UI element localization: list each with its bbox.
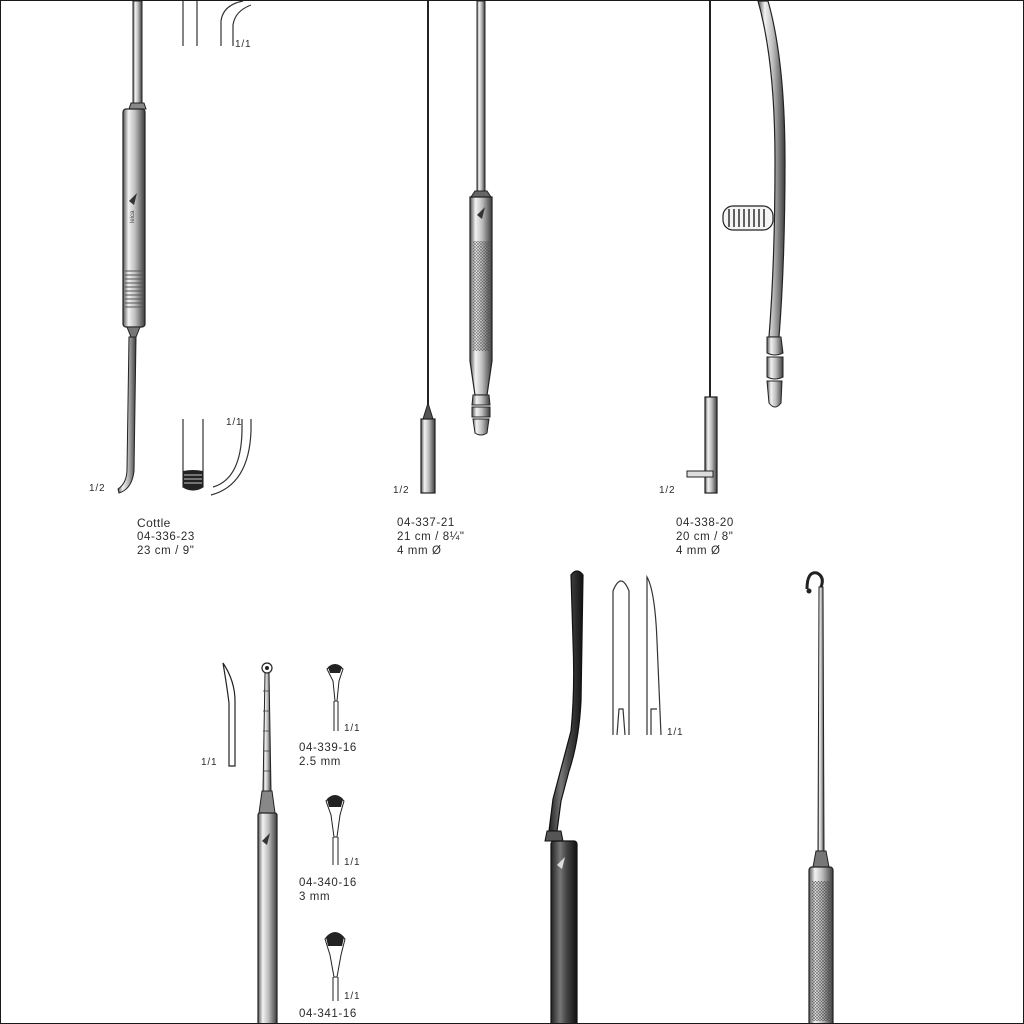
product-code: 04-338-20 bbox=[676, 517, 734, 529]
product-label-04-341-16 bbox=[299, 1007, 357, 1021]
tip-detail-04-340-16 bbox=[326, 795, 344, 865]
product-size: 23 cm / 9" bbox=[137, 545, 195, 557]
instrument-04-337-21 bbox=[421, 1, 492, 493]
product-code: 04-339-16 bbox=[299, 742, 357, 754]
product-diameter: 4 mm Ø bbox=[676, 545, 721, 557]
product-size: 20 cm / 8" bbox=[676, 531, 734, 543]
product-size: 3 mm bbox=[299, 891, 331, 903]
scale-label-instrument-1: 1/2 bbox=[89, 483, 106, 494]
scale-label-instrument-2: 1/2 bbox=[393, 485, 410, 496]
scale-label-spatula-detail: 1/1 bbox=[667, 727, 684, 738]
product-code: 04-336-23 bbox=[137, 531, 195, 543]
scale-label-instrument-3: 1/2 bbox=[659, 485, 676, 496]
tip-detail-04-341-16 bbox=[325, 932, 345, 1001]
product-code: 04-337-21 bbox=[397, 517, 455, 529]
product-label-04-340-16 bbox=[299, 876, 357, 904]
tip-detail-04-339-16 bbox=[327, 664, 343, 731]
instrument-bayonet-elevator bbox=[545, 571, 661, 1024]
product-label-04-337-21 bbox=[397, 516, 465, 558]
product-code: 04-341-16 bbox=[299, 1008, 357, 1020]
instrument-curette-04-339-16 bbox=[223, 663, 345, 1024]
product-diameter: 4 mm Ø bbox=[397, 545, 442, 557]
scale-label-tip-04-341-16: 1/1 bbox=[344, 991, 361, 1002]
product-code: 04-340-16 bbox=[299, 877, 357, 889]
product-name: Cottle bbox=[137, 516, 171, 530]
scale-label-tip-detail: 1/1 bbox=[226, 417, 243, 428]
product-label-04-336-23 bbox=[137, 516, 195, 558]
scale-label-tip-04-339-16: 1/1 bbox=[344, 723, 361, 734]
scale-label-top-detail: 1/1 bbox=[235, 39, 252, 50]
scale-label-curette-detail: 1/1 bbox=[201, 757, 218, 768]
product-size: 2.5 mm bbox=[299, 756, 341, 768]
product-label-04-338-20 bbox=[676, 516, 734, 558]
instrument-hook bbox=[807, 573, 834, 1024]
tip-detail-spatula bbox=[613, 577, 661, 735]
instrument-04-338-20 bbox=[687, 1, 785, 493]
scale-label-tip-04-340-16: 1/1 bbox=[344, 857, 361, 868]
product-size: 21 cm / 8¼" bbox=[397, 531, 465, 543]
product-label-04-339-16 bbox=[299, 741, 357, 769]
svg-text:leica: leica bbox=[130, 210, 136, 223]
instruments-illustration bbox=[1, 1, 1024, 1024]
